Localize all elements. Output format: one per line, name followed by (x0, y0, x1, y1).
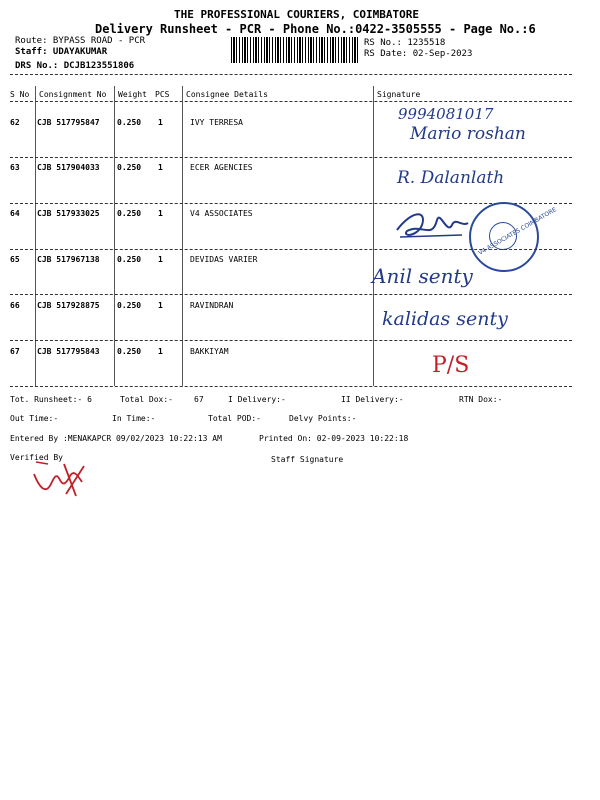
row-divider (10, 157, 572, 158)
row-weight: 0.250 (117, 301, 142, 310)
rtn-dox: RTN Dox:- (459, 395, 503, 404)
row-divider (10, 249, 572, 250)
recipient-signature: R. Dalanlath (397, 168, 505, 188)
total-runsheet: Tot. Runsheet:- 6 (10, 395, 92, 404)
row-weight: 0.250 (117, 209, 142, 218)
rs-date: RS Date: 02-Sep-2023 (364, 49, 473, 59)
row-divider (10, 340, 572, 341)
route: Route: BYPASS ROAD - PCR (15, 36, 146, 46)
row-sno: 62 (10, 118, 20, 127)
row-consignment: CJB 517904033 (37, 163, 100, 172)
divider (10, 386, 572, 387)
row-sno: 67 (10, 347, 20, 356)
total-pod: Total POD:- (208, 414, 261, 423)
pending-mark: P/S (432, 353, 470, 378)
row-consignee: IVY TERRESA (190, 118, 243, 127)
row-pcs: 1 (158, 209, 163, 218)
col-header-sno: S No (10, 90, 30, 99)
col-header-weight: Weight (118, 90, 147, 99)
in-time: In Time:- (112, 414, 156, 423)
row-consignee: RAVINDRAN (190, 301, 234, 310)
company-name: THE PROFESSIONAL COURIERS, COIMBATORE (174, 8, 420, 21)
column-line (373, 86, 374, 386)
row-consignment: CJB 517795843 (37, 347, 100, 356)
col-header-consignee: Consignee Details (186, 90, 268, 99)
verifier-signature (26, 454, 96, 504)
row-pcs: 1 (158, 118, 163, 127)
col-header-pcs: PCS (155, 90, 170, 99)
row-sno: 63 (10, 163, 20, 172)
col-header-signature: Signature (377, 90, 421, 99)
recipient-signature: Anil senty (372, 264, 473, 288)
column-line (114, 86, 115, 386)
ii-delivery: II Delivery:- (341, 395, 404, 404)
row-sno: 65 (10, 255, 20, 264)
row-divider (10, 203, 572, 204)
column-line (35, 86, 36, 386)
divider (10, 74, 572, 75)
entered-by: Entered By :MENAKAPCR 09/02/2023 10:22:13 AM (10, 434, 222, 443)
printed-on: Printed On: 02-09-2023 10:22:18 (259, 434, 409, 443)
row-consignee: BAKKIYAM (190, 347, 229, 356)
total-dox-label: Total Dox:- (120, 395, 173, 404)
row-pcs: 1 (158, 347, 163, 356)
stamp-text: V4 ASSOCIATES COIMBATORE (477, 206, 558, 257)
row-weight: 0.250 (117, 347, 142, 356)
row-weight: 0.250 (117, 255, 142, 264)
rs-number: RS No.: 1235518 (364, 38, 446, 48)
recipient-signature-scribble (392, 205, 472, 245)
drs-number: DRS No.: DCJB123551806 (15, 61, 135, 71)
row-consignee: V4 ASSOCIATES (190, 209, 253, 218)
row-weight: 0.250 (117, 163, 142, 172)
row-consignee: ECER AGENCIES (190, 163, 253, 172)
row-consignment: CJB 517795847 (37, 118, 100, 127)
staff: Staff: UDAYAKUMAR (15, 47, 108, 57)
out-time: Out Time:- (10, 414, 59, 423)
row-pcs: 1 (158, 301, 163, 310)
row-pcs: 1 (158, 255, 163, 264)
row-sno: 64 (10, 209, 20, 218)
staff-signature-label: Staff Signature (271, 455, 344, 464)
total-dox-value: 67 (194, 395, 204, 404)
recipient-signature: kalidas senty (382, 308, 508, 330)
barcode (231, 37, 358, 63)
column-line (182, 86, 183, 386)
row-weight: 0.250 (117, 118, 142, 127)
row-divider (10, 294, 572, 295)
i-delivery: I Delivery:- (228, 395, 286, 404)
row-consignment: CJB 517933025 (37, 209, 100, 218)
row-consignment: CJB 517928875 (37, 301, 100, 310)
runsheet-title: Delivery Runsheet - PCR - Phone No.:0422-3505555 - Page No.:6 (95, 22, 536, 36)
row-consignment: CJB 517967138 (37, 255, 100, 264)
recipient-signature: Mario roshan (410, 124, 526, 144)
row-sno: 66 (10, 301, 20, 310)
col-header-consignment: Consignment No (39, 90, 107, 99)
delvy-points: Delvy Points:- (289, 414, 357, 423)
row-consignee: DEVIDAS VARIER (190, 255, 258, 264)
handwritten-phone: 9994081017 (398, 105, 494, 123)
row-pcs: 1 (158, 163, 163, 172)
divider (10, 101, 572, 102)
verified-by: Verified By (10, 453, 63, 462)
